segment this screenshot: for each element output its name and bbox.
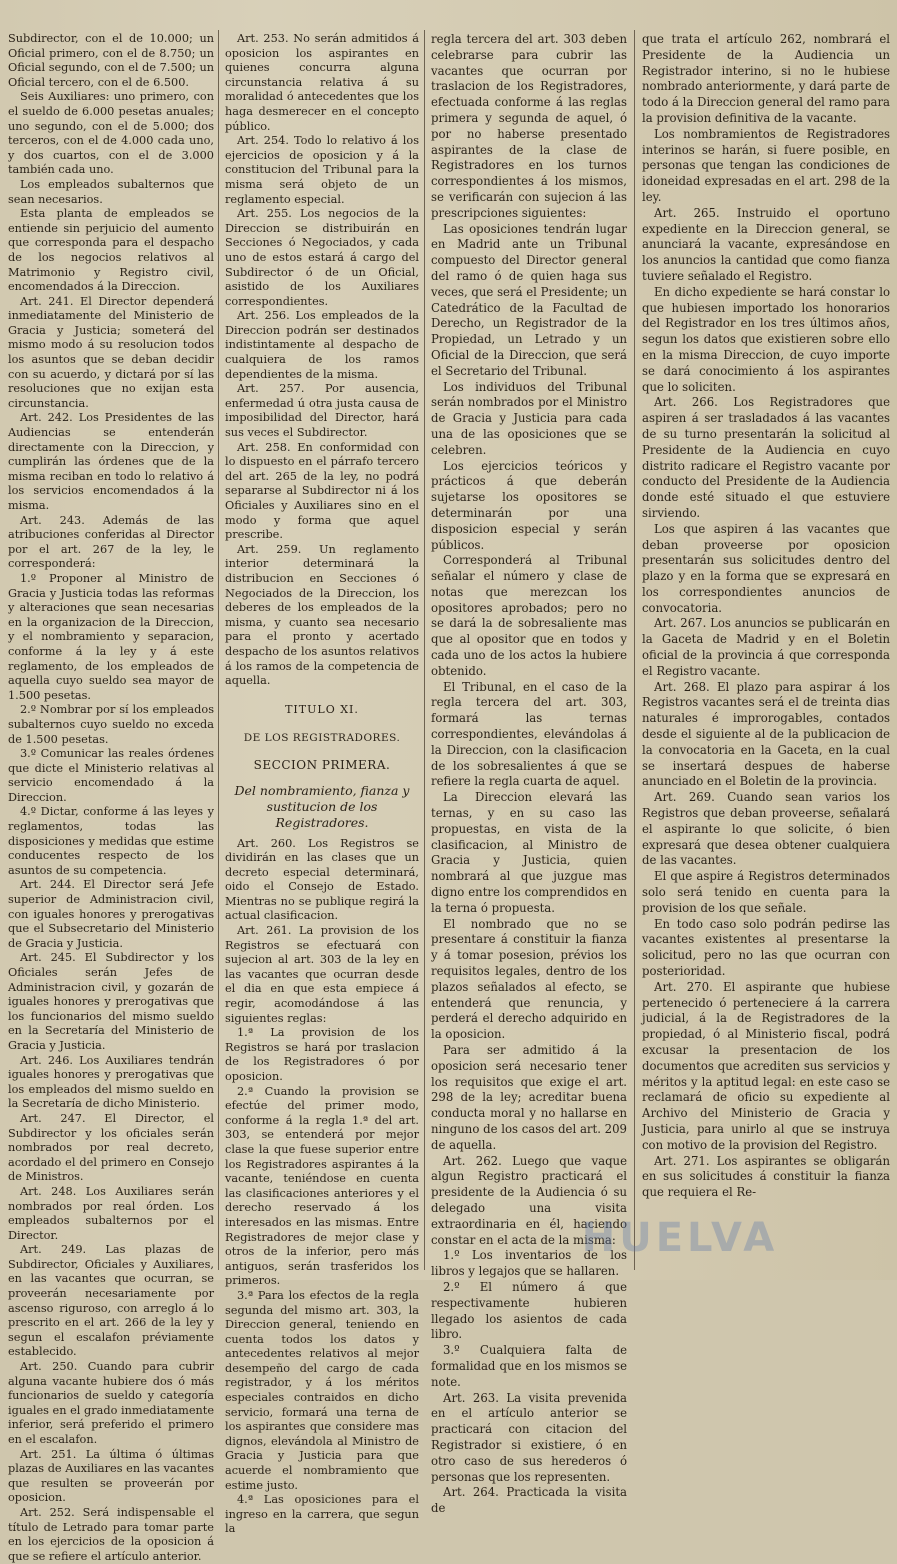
paragraph: Art. 269. Cuando sean varios los Registros que deban proveerse, señalará el aspirante lo que solicite, ó bien expresará que desea obtener cualquiera de las vacantes. (642, 790, 890, 868)
column-divider (634, 30, 635, 1270)
paragraph: 3.º Comunicar las reales órdenes que dicte el Ministerio relativas al servicio encomendado á la Direccion. (8, 747, 214, 804)
paragraph: Las oposiciones tendrán lugar en Madrid ante un Tribunal compuesto del Director general del ramo ó de quien haga sus veces, que será el Presidente; un Catedrático de la Facultad de Derecho, un Registrador de la Propiedad, un Letrado y un Oficial de la Direccion, que será el Secretario del Tribunal. (431, 221, 627, 378)
paragraph: Para ser admitido á la oposicion será necesario tener los requisitos que exige el art. 298 de la ley; acreditar buena conducta moral y no hallarse en ninguno de los casos del art. 209 de aquella. (431, 1043, 627, 1152)
column-divider (424, 30, 425, 1270)
paragraph: La Direccion elevará las ternas, y en su caso las propuestas, en vista de la clasificacion, al Ministro de Gracia y Justicia, quien nombrará al que juzgue mas digno entre los comprendidos en la terna ó propuesta. (431, 790, 627, 915)
paragraph: Art. 267. Los anuncios se publicarán en la Gaceta de Madrid y en el Boletin oficial de la provincia á que corresponda el Registro vacante. (642, 616, 890, 678)
paragraph: Art. 253. No serán admitidos á oposicion los aspirantes en quienes concurra alguna circunstancia relativa á su moralidad ó antecedentes que los haga desmerecer en el concepto público. (225, 32, 419, 133)
section-title: Del nombramiento, fianza y sustitucion de los Registradores. (234, 782, 410, 830)
paragraph: Art. 258. En conformidad con lo dispuesto en el párrafo tercero del art. 265 de la ley, no podrá separarse al Subdirector ni á los Oficiales y Auxiliares sino en el modo y forma que aquel prescribe. (225, 440, 419, 542)
paragraph: Art. 256. Los empleados de la Direccion podrán ser destinados indistintamente al despacho de cualquiera de los ramos dependientes de la misma. (225, 309, 419, 381)
library-stamp: HUELVA (581, 1215, 779, 1261)
paragraph: Art. 246. Los Auxiliares tendrán iguales honores y prerogativas que los empleados del mismo sueldo en la Secretaría de dicho Ministerio. (8, 1053, 214, 1111)
paragraph: El Tribunal, en el caso de la regla tercera del art. 303, formará las ternas correspondientes, elevándolas á la Direccion, con la clasificacion de los sobresalientes á que se refiere la regla cuarta de aquel. (431, 679, 627, 789)
title-heading: TITULO XI. (285, 702, 359, 716)
paragraph: 1.º Los inventarios de los libros y legajos que se hallaren. (431, 1248, 627, 1279)
section-heading: SECCION PRIMERA. (253, 757, 391, 772)
paragraph: Corresponderá al Tribunal señalar el número y clase de notas que merezcan los opositores aprobados; pero no se dará la de sobresaliente mas que al opositor que en todos y cada uno de los actos la hubiere obtenido. (431, 553, 627, 678)
paragraph: Los nombramientos de Registradores interinos se harán, si fuere posible, en personas que tengan las condiciones de idoneidad expresadas en el art. 298 de la ley. (642, 126, 890, 204)
paragraph: El nombrado que no se presentare á constituir la fianza y á tomar posesion, prévios los requisitos legales, dentro de los plazos señalados al efecto, se entenderá que renuncia, y perderá el derecho adquirido en la oposicion. (431, 916, 627, 1042)
paragraph: Art. 242. Los Presidentes de las Audiencias se entenderán directamente con la Direccion, y cumplirán las órdenes que de la misma reciban en todo lo relativo á los servicios encomendados á la misma. (8, 411, 214, 512)
paragraph: Art. 259. Un reglamento interior determinará la distribucion en Secciones ó Negociados de la Direccion, los deberes de los empleados de la misma, y cuanto sea necesario para el pronto y acertado despacho de los asuntos relativos á los ramos de la competencia de aquella. (225, 542, 419, 688)
paragraph: Art. 255. Los negocios de la Direccion se distribuirán en Secciones ó Negociados, y cada uno de estos estará á cargo del Subdirector ó de un Oficial, asistido de los Auxiliares correspondientes. (225, 207, 419, 308)
paragraph: Seis Auxiliares: uno primero, con el sueldo de 6.000 pesetas anuales; uno segundo, con el de 5.000; dos terceros, con el de 4.000 cada uno, y dos cuartos, con el de 3.000 también cada uno. (8, 90, 214, 177)
paragraph: Art. 263. La visita prevenida en el artículo anterior se practicará con citacion del Registrador si existiere, ó en otro caso de sus herederos ó personas que los representen. (431, 1390, 627, 1484)
paragraph: Art. 268. El plazo para aspirar á los Registros vacantes será el de treinta dias naturales é improrogables, contados desde el siguiente al de la publicacion de la convocatoria en la Gaceta, en la cual se insertará despues de haberse anunciado en el Boletin de la provincia. (642, 679, 890, 789)
paragraph: regla tercera del art. 303 deben celebrarse para cubrir las vacantes que ocurran por traslacion de los Registradores, efectuada conforme á las reglas primera y segunda de aquel, ó por no haberse presentado aspirantes de la clase de Registradores en los turnos correspondientes á los mismos, se verificarán con sujecion á las prescripciones siguientes: (431, 32, 627, 220)
paragraph: Art. 265. Instruido el oportuno expediente en la Direccion general, se anunciará la vacante, expresándose en los anuncios la cantidad que como fianza tuviere señalado el Registro. (642, 205, 890, 283)
paragraph: Esta planta de empleados se entiende sin perjuicio del aumento que corresponda para el despacho de los negocios relativos al Matrimonio y Registro civil, encomendados á la Direccion. (8, 207, 214, 294)
paragraph: Art. 243. Además de las atribuciones conferidas al Director por el art. 267 de la ley, le corresponderá: (8, 513, 214, 571)
paragraph: En dicho expediente se hará constar lo que hubiesen importado los honorarios del Registrador en los tres últimos años, segun los datos que existieren sobre ello en la misma Direccion, de cuyo importe se dará conocimiento á los aspirantes que lo soliciten. (642, 284, 890, 394)
paragraph: Los ejercicios teóricos y prácticos á que deberán sujetarse los opositores se determinarán por una disposicion especial y serán públicos. (431, 458, 627, 552)
paragraph: 4.ª Las oposiciones para el ingreso en la carrera, que segun la (225, 1493, 419, 1536)
column-2-paragraphs (225, 32, 419, 689)
text-column-3 (431, 32, 627, 1516)
paragraph: Art. 257. Por ausencia, enfermedad ú otra justa causa de imposibilidad del Director, hará sus veces el Subdirector. (225, 382, 419, 440)
text-column-4 (642, 32, 890, 1264)
paragraph: 4.º Dictar, conforme á las leyes y reglamentos, todas las disposiciones y medidas que estime conducentes respecto de los asuntos de su competencia. (8, 805, 214, 877)
paragraph: El que aspire á Registros determinados solo será tenido en cuenta para la provision de los que señale. (642, 869, 890, 915)
paragraph: 1.º Proponer al Ministro de Gracia y Justicia todas las reformas y alteraciones que sean necesarias en la organizacion de la Direccion, y el nombramiento y separacion, conforme á la ley y á este reglamento, de los empleados de aquella cuyo sueldo sea mayor de 1.500 pesetas. (8, 571, 214, 702)
text-column-1 (8, 32, 215, 1563)
paragraph: Art. 262. Luego que vaque algun Registro practicará el presidente de la Audiencia ó su delegado una visita extraordinaria en él, haciendo constar en el acta de la misma: (431, 1153, 627, 1247)
paragraph: Art. 251. La última ó últimas plazas de Auxiliares en las vacantes que resulten se proveerán por oposicion. (8, 1447, 214, 1505)
paragraph: Art. 271. Los aspirantes se obligarán en sus solicitudes á constituir la fianza que requiera el Re- (642, 1153, 890, 1200)
paragraph: Art. 266. Los Registradores que aspiren á ser trasladados á las vacantes de su turno presentarán la solicitud al Presidente de la Audiencia en cuyo distrito radicare el Registro vacante por conducto del Presidente de la Audiencia donde esté situado el que estuviere sirviendo. (642, 395, 890, 520)
paragraph: Art. 247. El Director, el Subdirector y los oficiales serán nombrados por real decreto, acordado el del primero en Consejo de Ministros. (8, 1111, 214, 1184)
paragraph: Art. 244. El Director será Jefe superior de Administracion civil, con iguales honores y prerogativas que el Subsecretario del Ministerio de Gracia y Justicia. (8, 878, 214, 950)
column-2-paragraphs-after (225, 837, 419, 1538)
paragraph: 2.º Nombrar por sí los empleados subalternos cuyo sueldo no exceda de 1.500 pesetas. (8, 703, 214, 746)
paragraph: 2.º El número á que respectivamente hubieren llegado los asientos de cada libro. (431, 1279, 627, 1342)
paragraph: Subdirector, con el de 10.000; un Oficial primero, con el de 8.750; un Oficial segundo, con el de 7.500; un Oficial tercero, con el de 6.500. (8, 32, 214, 89)
paragraph: 2.ª Cuando la provision se efectúe del primer modo, conforme á la regla 1.ª del art. 303, se entenderá por mejor clase la que fuese superior entre los Registradores aspirantes á la vacante, teniéndose en cuenta las clasificaciones anteriores y el derecho reservado á los interesados en las mismas. Entre Registradores de mejor clase y otros de la inferior, pero más antiguos, serán trasferidos los primeros. (225, 1084, 419, 1288)
paragraph: Art. 248. Los Auxiliares serán nombrados por real órden. Los empleados subalternos por el Director. (8, 1184, 214, 1242)
paragraph: que trata el artículo 262, nombrará el Presidente de la Audiencia un Registrador interino, si no le hubiese nombrado anteriormente, y dará parte de todo á la Direccion general del ramo para la provision definitiva de la vacante. (642, 32, 890, 125)
paragraph: En todo caso solo podrán pedirse las vacantes existentes al presentarse la solicitud, pero no las que ocurran con posterioridad. (642, 916, 890, 979)
paragraph: Art. 261. La provision de los Registros se efectuará con sujecion al art. 303 de la ley en las vacantes que ocurran desde el dia en que esta empiece á regir, acomodándose á las siguientes reglas: (225, 924, 419, 1025)
paragraph: 3.º Cualquiera falta de formalidad que en los mismos se note. (431, 1343, 627, 1389)
paragraph: Art. 245. El Subdirector y los Oficiales serán Jefes de Administracion civil, y gozarán de iguales honores y prerogativas que los funcionarios del mismo sueldo en la Secretaría del Ministerio de Gracia y Justicia. (8, 951, 214, 1052)
paragraph: 3.ª Para los efectos de la regla segunda del mismo art. 303, la Direccion general, teniendo en cuenta todos los datos y antecedentes relativos al mejor desempeño del cargo de cada registrador, y á los méritos especiales contraidos en dicho servicio, formará una terna de los aspirantes que considere mas dignos, elevándola al Ministro de Gracia y Justicia para que acuerde el nombramiento que estime justo. (225, 1288, 419, 1492)
text-column-2 (225, 32, 419, 1536)
paragraph: Art. 260. Los Registros se dividirán en las clases que un decreto especial determinará, oido el Consejo de Estado. Mientras no se publique regirá la actual clasificacion. (225, 836, 419, 923)
paragraph: Art. 270. El aspirante que hubiese pertenecido ó perteneciere á la carrera judicial, á la de Registradores de la propiedad, ó al Ministerio fiscal, podrá excusar la presentacion de los documentos que acrediten sus servicios y méritos y la aptitud legal: en este caso se reclamará de oficio su expediente al Archivo del Ministerio de Gracia y Justicia, para unirlo al que se instruya con motivo de la provision del Registro. (642, 979, 890, 1152)
paragraph: 1.ª La provision de los Registros se hará por traslacion de los Registradores ó por oposicion. (225, 1026, 419, 1083)
paragraph: Art. 264. Practicada la visita de (431, 1485, 627, 1516)
title-subheading: DE LOS REGISTRADORES. (243, 732, 401, 745)
paragraph: Los empleados subalternos que sean necesarios. (8, 177, 214, 206)
paragraph: Los que aspiren á las vacantes que deban proveerse por oposicion presentarán sus solicitudes dentro del plazo y en la forma que se expresará en los correspondientes anuncios de convocatoria. (642, 521, 890, 615)
paragraph: Art. 252. Será indispensable el título de Letrado para tomar parte en los ejercicios de la oposicion á que se refiere el artículo anterior. (8, 1505, 214, 1563)
column-divider (218, 30, 219, 1270)
paragraph: Art. 254. Todo lo relativo á los ejercicios de oposicion y á la constitucion del Tribunal para la misma será objeto de un reglamento especial. (225, 134, 419, 206)
paragraph: Art. 250. Cuando para cubrir alguna vacante hubiere dos ó más funcionarios de sueldo y categoría iguales en el grado inmediatamente inferior, será preferido el primero en el escalafon. (8, 1360, 215, 1446)
paragraph: Art. 241. El Director dependerá inmediatamente del Ministerio de Gracia y Justicia; someterá del mismo modo á su resolucion todos los asuntos que se deban decidir con su acuerdo, y dictará por sí las resoluciones que no exijan esta circunstancia. (8, 294, 214, 410)
paragraph: Los individuos del Tribunal serán nombrados por el Ministro de Gracia y Justicia para cada una de las oposiciones que se celebren. (431, 379, 627, 457)
paragraph: Art. 249. Las plazas de Subdirector, Oficiales y Auxiliares, en las vacantes que ocurran, se proveerán necesariamente por ascenso riguroso, con arreglo á lo prescrito en el art. 266 de la ley y segun el escalafon préviamente establecido. (8, 1243, 214, 1359)
